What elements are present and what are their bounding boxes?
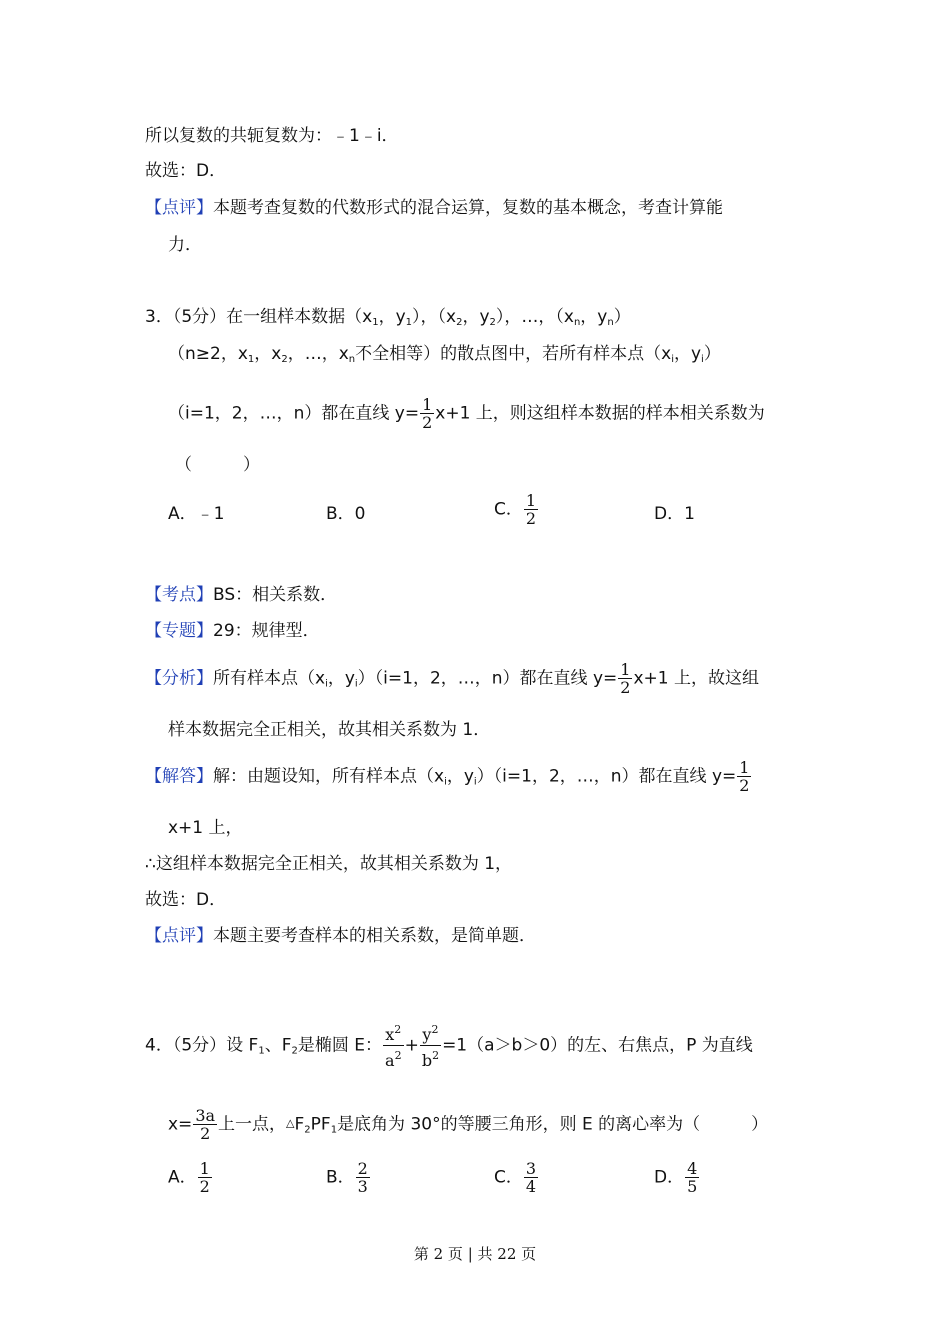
q3-text: x+1 上，则这组样本数据的样本相关系数为 <box>435 403 765 424</box>
fenxi-tag: 【分析】 <box>145 668 213 689</box>
q3-text: ） <box>703 344 721 364</box>
fenxi-text: x+1 上，故这组 <box>633 668 759 689</box>
q3-text: （i=1，2，…，n）都在直线 y= <box>168 403 420 424</box>
option-label: B． <box>326 1167 355 1188</box>
fraction-denominator: 4 <box>525 1177 537 1196</box>
fraction-numerator: 3 <box>525 1159 537 1178</box>
fraction-denominator: 2 <box>739 776 750 795</box>
fraction-half <box>420 396 434 431</box>
q3-jieda-line-3 <box>145 853 512 875</box>
var-b: b <box>421 1051 433 1070</box>
q4-text: 上一点， <box>218 1114 287 1135</box>
prev-answer-line <box>145 160 226 182</box>
q4-option-c <box>494 1160 539 1195</box>
fraction-numerator: 1 <box>739 758 750 777</box>
q3-fenxi-line-2 <box>168 719 490 741</box>
q3-jieda-line-1 <box>145 759 752 794</box>
superscript: 2 <box>431 1023 439 1036</box>
prev-review-line <box>145 197 723 219</box>
review-tag: 【点评】 <box>145 198 213 218</box>
q3-option-d <box>654 503 695 525</box>
q3-option-b <box>326 503 365 525</box>
jieda-text: ，y <box>446 766 474 787</box>
subscript: 1 <box>405 317 413 328</box>
jieda-text: x+1 上， <box>168 818 243 838</box>
subscript: 1 <box>372 317 379 328</box>
subscript: 2 <box>281 354 288 365</box>
prev-review-line-2 <box>168 234 202 256</box>
q3-text: ，…，x <box>287 344 349 364</box>
fraction-numerator: 1 <box>620 660 631 679</box>
option-label: D．1 <box>654 504 695 524</box>
q3-stem-line-1 <box>145 306 631 334</box>
subscript: n <box>348 354 356 365</box>
q3-text: ） <box>613 307 631 327</box>
q3-jieda-line-2 <box>168 817 243 839</box>
conjugate-line <box>145 125 399 147</box>
fraction-numerator: 1 <box>199 1159 210 1178</box>
q3-answer-blank <box>175 454 260 476</box>
fraction-option-a <box>198 1160 212 1195</box>
plus-sign: + <box>404 1035 419 1056</box>
fenxi-text: 所有样本点（x <box>213 668 326 689</box>
fraction-denominator: 2 <box>525 509 537 528</box>
q4-option-d <box>654 1160 700 1195</box>
fraction-denominator: 2 <box>200 1124 211 1143</box>
q4-text: 是椭圆 E： <box>297 1035 383 1056</box>
subscript: i <box>325 678 328 690</box>
option-label: C． <box>494 1167 523 1188</box>
q4-text: 是底角为 30°的等腰三角形，则 E 的离心率为（ ） <box>337 1114 769 1135</box>
q3-fenxi-line-1 <box>145 661 759 696</box>
fraction-x2-a2 <box>383 1020 404 1071</box>
kaodian-tag: 【考点】 <box>145 585 213 605</box>
q4-stem-line-2 <box>168 1107 768 1142</box>
review-text: 本题主要考查样本的相关系数，是简单题． <box>213 926 536 946</box>
fraction-denominator <box>383 1046 404 1071</box>
subscript: 2 <box>291 1045 298 1057</box>
q4-text: PF <box>310 1114 331 1135</box>
q3-stem-line-2 <box>168 343 721 371</box>
var-a: a <box>385 1051 395 1070</box>
subscript: 2 <box>304 1124 311 1136</box>
fraction-denominator: 2 <box>422 413 433 432</box>
fenxi-text: ，y <box>327 668 355 689</box>
var-y: y <box>422 1025 432 1044</box>
fraction-half <box>737 759 751 794</box>
answer-blank: （ ） <box>175 455 260 475</box>
fraction-denominator: 2 <box>199 1177 210 1196</box>
fraction-option-b <box>356 1160 370 1195</box>
q3-option-a <box>168 503 224 525</box>
q4-option-a <box>168 1160 213 1195</box>
q3-stem-line-3 <box>168 396 765 431</box>
q4-text: 、F <box>264 1035 292 1056</box>
fraction-denominator: 2 <box>620 678 631 697</box>
review-text: 本题考查复数的代数形式的混合运算，复数的基本概念，考查计算能 <box>213 198 723 218</box>
q4-text: 4．（5分）设 F <box>145 1035 259 1056</box>
jieda-text: 解：由题设知，所有样本点（x <box>213 766 445 787</box>
fraction-half <box>524 492 538 527</box>
q3-text: ，y <box>378 307 406 327</box>
q4-text: x= <box>168 1114 193 1135</box>
fraction-numerator: 1 <box>525 491 537 510</box>
subscript: i <box>671 354 674 365</box>
q4-text: F <box>294 1114 305 1135</box>
q3-kaodian-line <box>145 584 337 606</box>
option-label: B．0 <box>326 504 366 524</box>
fraction-option-d <box>685 1160 699 1195</box>
jieda-tag: 【解答】 <box>145 766 213 787</box>
q3-review-line <box>145 925 536 947</box>
superscript: 2 <box>394 1049 402 1062</box>
zhuanti-tag: 【专题】 <box>145 621 213 641</box>
q3-text: ，x <box>254 344 282 364</box>
q3-text: ，y <box>462 307 490 327</box>
subscript: 1 <box>258 1045 265 1057</box>
q3-answer-line <box>145 889 226 911</box>
q3-text: ），（x <box>412 307 457 327</box>
triangle-symbol: △ <box>286 1116 295 1130</box>
q3-text: 3．（5分）在一组样本数据（x <box>145 307 373 327</box>
kaodian-text: BS：相关系数． <box>213 585 338 605</box>
q4-stem-line-1 <box>145 1020 753 1071</box>
q3-text: 不全相等）的散点图中，若所有样本点（x <box>355 344 672 364</box>
fraction-denominator: 5 <box>687 1177 698 1196</box>
subscript: 2 <box>489 317 496 328</box>
option-label: C． <box>494 499 523 520</box>
page-footer: 第 2 页 | 共 22 页 <box>413 1245 537 1263</box>
conjugate-text: 所以复数的共轭复数为：﹣1﹣i． <box>145 126 399 146</box>
fraction-numerator: 4 <box>687 1159 698 1178</box>
fraction-denominator: 3 <box>357 1177 368 1196</box>
q3-text: ，y <box>673 344 702 364</box>
jieda-text: ∴这组样本数据完全正相关，故其相关系数为 1， <box>145 854 513 874</box>
zhuanti-text: 29：规律型． <box>213 621 320 641</box>
fraction-numerator: 2 <box>357 1159 368 1178</box>
fraction-y2-b2 <box>420 1020 441 1071</box>
fraction-numerator: 3a <box>195 1106 216 1125</box>
fraction-half <box>618 661 632 696</box>
fraction-option-c <box>524 1160 538 1195</box>
q4-text: =1（a＞b＞0）的左、右焦点，P 为直线 <box>442 1035 753 1056</box>
fenxi-text: ）（i=1，2，…，n）都在直线 y= <box>357 668 618 689</box>
q4-option-b <box>326 1160 371 1195</box>
q3-text: （n≥2，x <box>168 344 248 364</box>
superscript: 2 <box>394 1023 402 1036</box>
fenxi-text: 样本数据完全正相关，故其相关系数为 1． <box>168 720 491 740</box>
option-label: A． <box>168 1167 197 1188</box>
jieda-text: ）（i=1，2，…，n）都在直线 y= <box>476 766 737 787</box>
fraction-numerator <box>420 1020 441 1046</box>
prev-answer-text: 故选：D． <box>145 161 227 181</box>
subscript: 1 <box>247 354 255 365</box>
fraction-numerator: 1 <box>422 395 433 414</box>
option-label: A．﹣1 <box>168 504 225 524</box>
superscript: 2 <box>432 1049 440 1062</box>
fraction-3a-2 <box>193 1107 217 1142</box>
subscript: i <box>701 354 704 365</box>
answer-text: 故选：D． <box>145 890 227 910</box>
q3-option-c <box>494 492 539 527</box>
var-x: x <box>385 1025 395 1044</box>
option-label: D． <box>654 1167 685 1188</box>
review-text-cont: 力． <box>168 235 202 255</box>
fraction-numerator <box>383 1020 404 1046</box>
review-tag: 【点评】 <box>145 926 213 946</box>
subscript: i <box>473 776 477 788</box>
subscript: 2 <box>456 317 463 328</box>
fraction-denominator <box>420 1046 441 1071</box>
subscript: n <box>573 317 581 328</box>
subscript: i <box>444 776 447 788</box>
q3-zhuanti-line <box>145 620 320 642</box>
q3-text: ），…，（x <box>495 307 574 327</box>
subscript: i <box>354 678 358 690</box>
subscript: n <box>607 317 614 328</box>
subscript: 1 <box>330 1124 338 1136</box>
q3-text: ，y <box>580 307 608 327</box>
